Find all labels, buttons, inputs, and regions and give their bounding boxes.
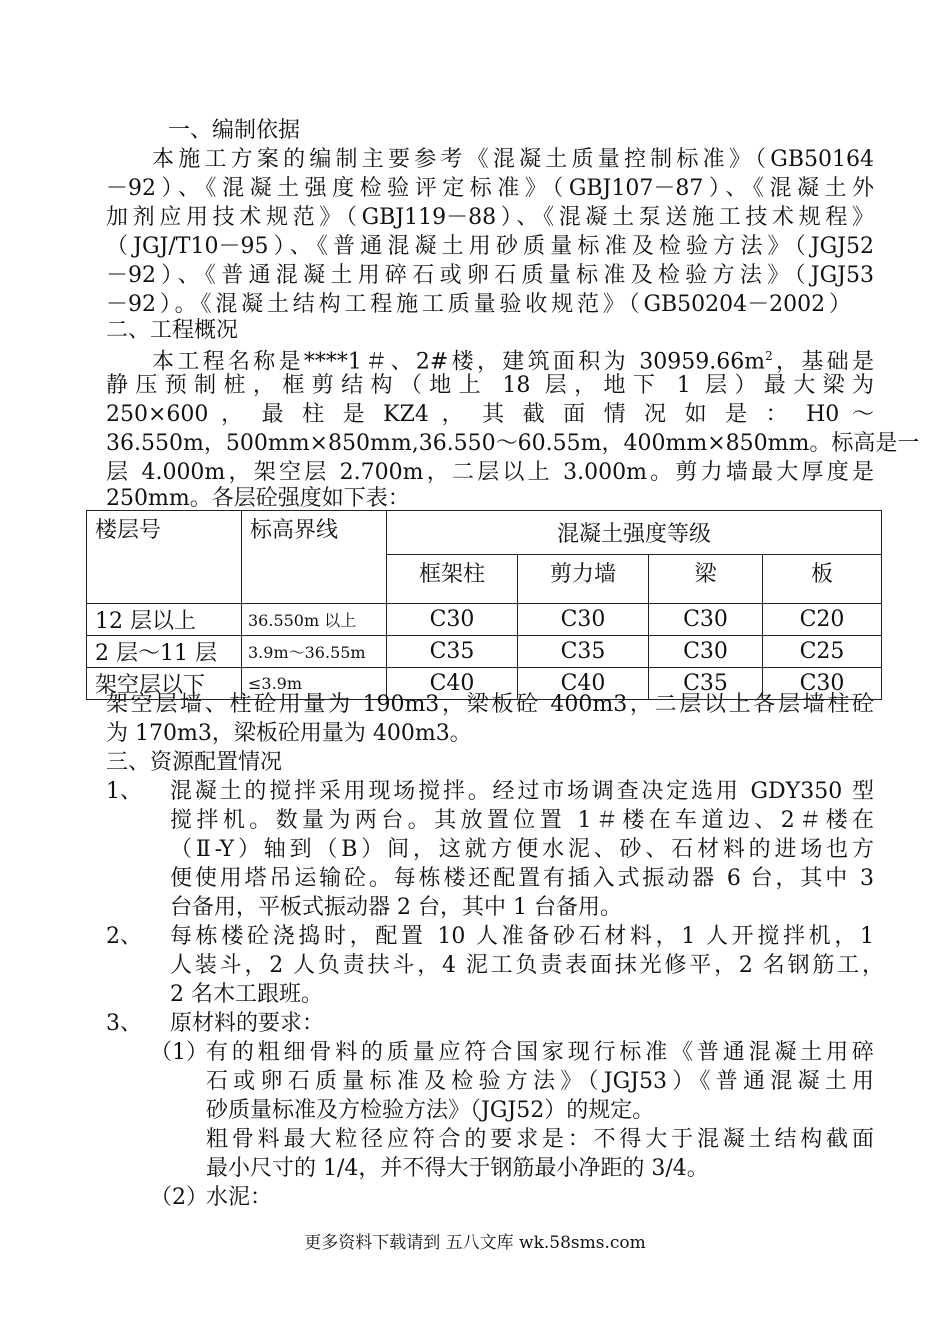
paragraph-line: 有的粗细骨料的质量应符合国家现行标准《普通混凝土用碎 bbox=[206, 1040, 874, 1065]
cell-grade: C20 bbox=[763, 604, 882, 636]
paragraph-line: 水泥： bbox=[206, 1185, 273, 1210]
cell-elevation: ≤3.9m bbox=[242, 668, 387, 700]
cell-grade: C35 bbox=[518, 636, 649, 668]
table-row bbox=[87, 636, 882, 668]
header-floor: 楼层号 bbox=[87, 511, 242, 604]
header-shear-wall: 剪力墙 bbox=[518, 555, 649, 604]
header-grade: 混凝土强度等级 bbox=[387, 511, 882, 555]
paragraph-line: 2 名木工跟班。 bbox=[170, 982, 323, 1007]
sub-item-number: （1） bbox=[150, 1040, 208, 1065]
paragraph-line: 36.550m，500mm×850mm,36.550～60.55m，400mm×850mm。标高是一 bbox=[106, 431, 920, 456]
item-number: 1、 bbox=[106, 779, 142, 804]
paragraph-line: 架空层墙、柱砼用量为 190m3，梁板砼 400m3，二层以上各层墙柱砼 bbox=[106, 692, 874, 717]
paragraph-line: 250×600 ， 最 柱 是 KZ4 ， 其 截 面 情 况 如 是 ： H0 ～ bbox=[106, 402, 874, 427]
paragraph-line: 层 4.000m，架空层 2.700m，二层以上 3.000m。剪力墙最大厚度是 bbox=[106, 460, 874, 485]
paragraph-line: 本工程名称是****1＃、2#楼，建筑面积为 $30959.66m^2$，基础是 bbox=[152, 349, 874, 375]
cell-floor: 架空层以下 bbox=[87, 668, 242, 700]
cell-floor: 12 层以上 bbox=[87, 604, 242, 636]
cell-grade: C40 bbox=[387, 668, 518, 700]
concrete-grade-table bbox=[86, 510, 882, 700]
section-heading-basis: 一、编制依据 bbox=[168, 118, 301, 143]
cell-elevation: 3.9m～36.55m bbox=[242, 636, 387, 668]
paragraph-line: 人装斗，2 人负责扶斗，4 泥工负责表面抹光修平，2 名钢筋工， bbox=[170, 953, 884, 978]
paragraph-line: （Ⅱ-Y）轴到（B）间，这就方便水泥、砂、石材料的进场也方 bbox=[170, 837, 874, 862]
paragraph-line: 加剂应用技术规范》（GBJ119－88）、《混凝土泵送施工技术规程》 bbox=[106, 205, 874, 230]
cell-grade: C30 bbox=[518, 604, 649, 636]
header-beam: 梁 bbox=[649, 555, 763, 604]
header-slab: 板 bbox=[763, 555, 882, 604]
header-frame-column: 框架柱 bbox=[387, 555, 518, 604]
paragraph-line: 静压预制桩，框剪结构（地上 18 层，地下 1 层）最大梁为 bbox=[106, 373, 874, 398]
paragraph-line: －92）、《普通混凝土用碎石或卵石质量标准及检验方法》（JGJ53 bbox=[106, 263, 874, 288]
paragraph-line: －92）、《混凝土强度检验评定标准》（GBJ107－87）、《混凝土外 bbox=[106, 176, 874, 201]
paragraph-line: 最小尺寸的 1/4，并不得大于钢筋最小净距的 3/4。 bbox=[206, 1156, 709, 1181]
paragraph-line: 石或卵石质量标准及检验方法》（JGJ53）《普通混凝土用 bbox=[206, 1069, 874, 1094]
cell-grade: C35 bbox=[649, 668, 763, 700]
cell-grade: C30 bbox=[649, 636, 763, 668]
cell-floor: 2 层～11 层 bbox=[87, 636, 242, 668]
paragraph-line: 本施工方案的编制主要参考《混凝土质量控制标准》（GB50164 bbox=[152, 147, 874, 172]
section-heading-overview: 二、工程概况 bbox=[106, 318, 239, 343]
cell-grade: C35 bbox=[387, 636, 518, 668]
cell-grade: C30 bbox=[763, 668, 882, 700]
paragraph-line: 原材料的要求： bbox=[170, 1011, 325, 1036]
header-elevation: 标高界线 bbox=[242, 511, 387, 604]
paragraph-line: 为 170m3，梁板砼用量为 400m3。 bbox=[106, 721, 472, 746]
paragraph-line: 每栋楼砼浇捣时，配置 10 人准备砂石材料，1 人开搅拌机，1 bbox=[170, 924, 874, 949]
table-row bbox=[87, 604, 882, 636]
paragraph-line: 250mm。各层砼强度如下表： bbox=[106, 486, 410, 511]
paragraph-line: 便使用塔吊运输砼。每栋楼还配置有插入式振动器 6 台，其中 3 bbox=[170, 866, 874, 891]
sub-item-number: （2） bbox=[150, 1185, 208, 1210]
paragraph-line: 台备用，平板式振动器 2 台，其中 1 台备用。 bbox=[170, 895, 622, 920]
item-number: 2、 bbox=[106, 924, 142, 949]
cell-grade: C25 bbox=[763, 636, 882, 668]
paragraph-line: （JGJ/T10－95）、《普通混凝土用砂质量标准及检验方法》（JGJ52 bbox=[106, 234, 874, 259]
cell-grade: C40 bbox=[518, 668, 649, 700]
paragraph-line: 砂质量标准及方检验方法》（JGJ52）的规定。 bbox=[206, 1098, 655, 1123]
paragraph-line: －92）。《混凝土结构工程施工质量验收规范》（GB50204－2002） bbox=[106, 292, 851, 317]
paragraph-line: 搅拌机。数量为两台。其放置位置 1＃楼在车道边、2＃楼在 bbox=[170, 808, 874, 833]
cell-grade: C30 bbox=[387, 604, 518, 636]
cell-elevation: 36.550m 以上 bbox=[242, 604, 387, 636]
paragraph-line: 混凝土的搅拌采用现场搅拌。经过市场调查决定选用 GDY350 型 bbox=[170, 779, 874, 804]
cell-grade: C30 bbox=[649, 604, 763, 636]
section-heading-resources: 三、资源配置情况 bbox=[106, 750, 283, 775]
item-number: 3、 bbox=[106, 1011, 142, 1036]
paragraph-line: 粗骨料最大粒径应符合的要求是：不得大于混凝土结构截面 bbox=[206, 1127, 874, 1152]
footer-download-link[interactable]: 更多资料下载请到 五八文库 wk.58sms.com bbox=[304, 1233, 646, 1253]
